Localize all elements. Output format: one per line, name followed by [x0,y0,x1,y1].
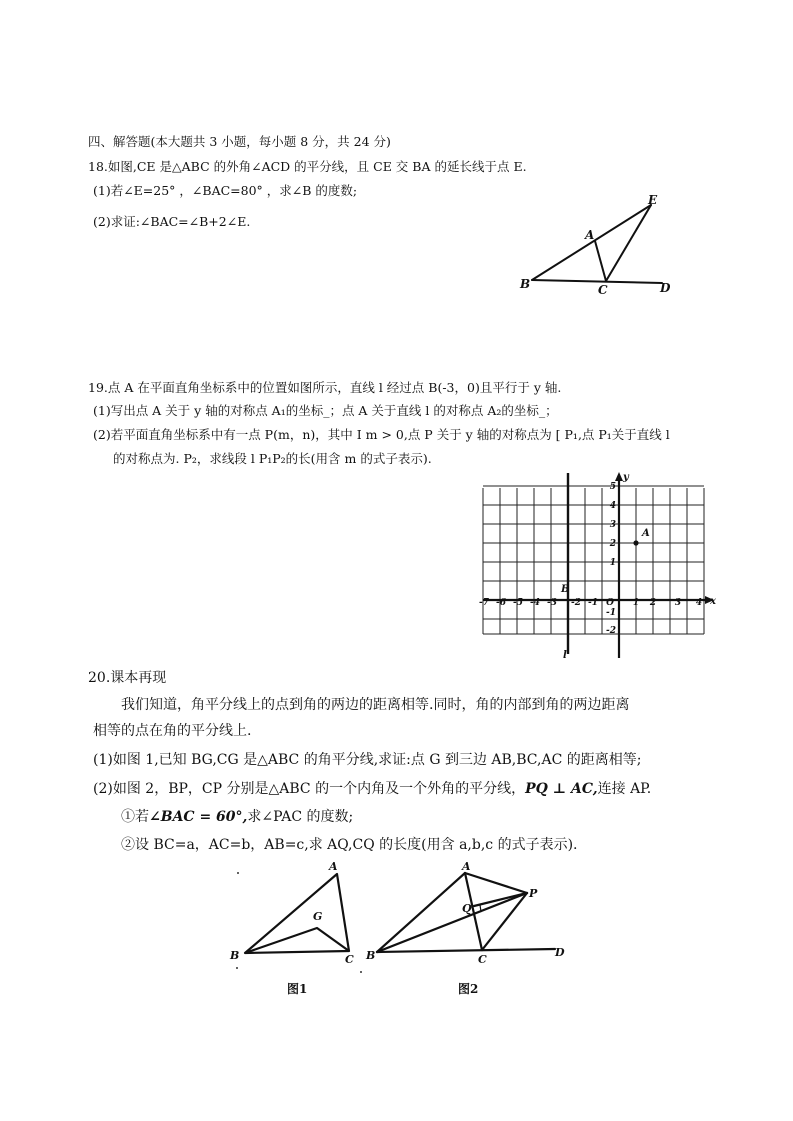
line-ac [595,241,606,281]
q20-sub1-prefix: ①若 [121,809,149,825]
grid-lines [483,486,704,634]
q18-part2: (2)求证:∠BAC=∠B+2∠E. [93,214,251,229]
x-tick-neg1: -1 [588,598,598,608]
speck [237,872,239,874]
x-tick-neg3: -3 [547,598,557,608]
line-ce [606,205,651,281]
q20-part2-math: PQ ⊥ AC, [525,781,598,797]
x-tick-neg2: -2 [571,598,581,608]
speck [236,967,238,969]
q20-part2-prefix: (2)如图 2，BP，CP 分别是△ABC 的一个内角及一个外角的平分线， [93,781,526,797]
y-axis-arrow [615,472,623,481]
y-tick-2: 2 [609,539,616,549]
q18-figure [510,190,680,300]
x-tick-neg5: -5 [513,598,523,608]
line-bd [377,949,555,952]
q20-title: 20.课本再现 [88,670,167,686]
fig2-label-b: B [366,949,376,962]
fig1-label-a: A [329,860,338,873]
q20-part2 [93,780,651,798]
y-tick-1: 1 [609,558,616,568]
fig2-label-q: Q [462,902,472,915]
y-tick-neg2: -2 [606,626,616,636]
line-ap [465,873,527,893]
fig2-label-d: D [555,946,565,959]
fig1-caption: 图1 [287,982,308,996]
y-tick-neg1: -1 [606,608,616,618]
q19-stem: 19.点 A 在平面直角坐标系中的位置如图所示，直线 l 经过点 B(-3，0)且平行于 y 轴. [88,380,562,395]
q20-sub1-suffix: 求∠PAC 的度数; [247,809,354,825]
q20-figure-1 [225,855,375,1005]
fig1-label-b: B [230,949,240,962]
point-a [633,540,638,545]
origin-label: O [606,598,614,608]
line-ab [377,873,465,952]
label-c: C [598,283,608,297]
section-header: 四、解答题(本大题共 3 小题，每小题 8 分，共 24 分) [88,134,391,149]
x-tick-neg6: -6 [496,598,506,608]
fig2-caption: 图2 [458,982,479,996]
point-a-label: A [642,528,650,539]
label-d: D [660,281,671,295]
q19-part1: (1)写出点 A 关于 y 轴的对称点 A₁的坐标_；点 A 关于直线 l 的对称点 A₂的坐标_； [93,403,558,418]
q20-figure-2 [362,855,582,1005]
q20-sub1-math: ∠BAC = 60°, [149,809,248,825]
line-bd [532,280,662,283]
fig2-label-c: C [478,953,487,966]
x-tick-3: 3 [674,598,682,608]
q20-part2-suffix: 连接 AP. [597,781,652,797]
y-tick-3: 3 [609,520,616,530]
y-axis-label: y [623,472,629,483]
x-axis-label: x [710,596,716,607]
fig2-label-a: A [462,860,471,873]
q19-coordinate-grid [470,468,720,660]
fig2-label-p: P [529,887,538,900]
q18-part1: (1)若∠E=25° ，∠BAC=80° ，求∠B 的度数; [93,183,358,198]
label-e: E [648,193,658,207]
q20-part1: (1)如图 1,已知 BG,CG 是△ABC 的角平分线,求证:点 G 到三边 AB,BC,AC 的距离相等; [93,752,642,768]
line-be [532,205,651,280]
q20-intro-line2: 相等的点在角的平分线上. [93,723,252,739]
q20-sub1 [121,808,353,826]
point-b-label: B [561,584,570,595]
x-tick-1: 1 [632,598,640,608]
triangle-abc [245,874,349,953]
label-b: B [520,277,531,291]
x-tick-2: 2 [649,598,657,608]
y-tick-5: 5 [609,482,616,492]
q18-stem: 18.如图,CE 是△ABC 的外角∠ACD 的平分线，且 CE 交 BA 的延长线于点 E. [88,159,527,174]
x-tick-neg7: -7 [479,598,489,608]
q19-part2-line1: (2)若平面直角坐标系中有一点 P(m，n)，其中 I m > 0,点 P 关于 y 轴的对称点为 [ P₁,点 P₁关于直线 l [93,427,670,442]
x-tick-neg4: -4 [530,598,540,608]
x-tick-4: 4 [695,598,703,608]
label-a: A [585,228,595,242]
y-tick-4: 4 [609,501,616,511]
q19-part2-line2: 的对称点为. P₂，求线段 l P₁P₂的长(用含 m 的式子表示). [113,451,432,466]
line-l-label: l [563,650,567,660]
fig1-label-g: G [313,910,323,923]
q20-intro-line1: 我们知道，角平分线上的点到角的两边的距离相等.同时，角的内部到角的两边距离 [121,697,630,713]
q20-sub2: ②设 BC=a，AC=b，AB=c,求 AQ,CQ 的长度(用含 a,b,c 的式子表示). [121,837,578,853]
fig1-label-c: C [345,953,354,966]
